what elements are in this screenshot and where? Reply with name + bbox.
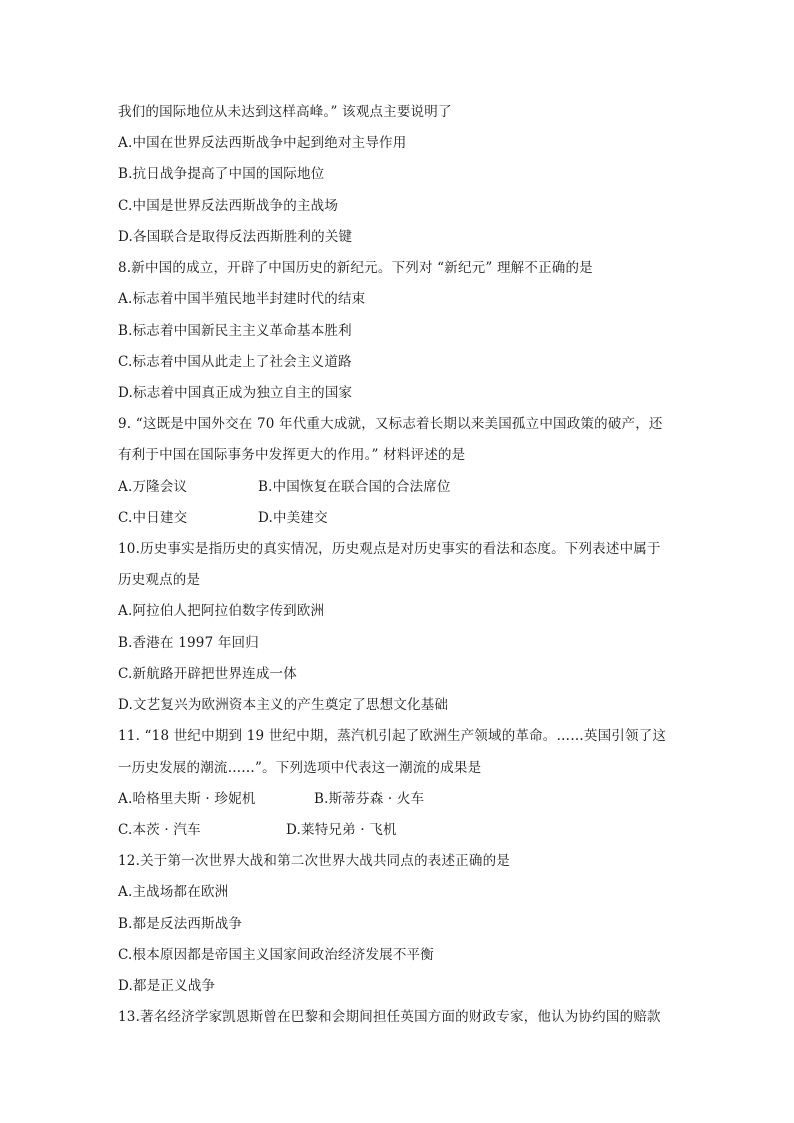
q10-option-b: B.香港在 1997 年回归 <box>118 635 259 651</box>
q8-option-b: B.标志着中国新民主主义革命基本胜利 <box>118 323 352 339</box>
q12-stem: 12.关于第一次世界大战和第二次世界大战共同点的表述正确的是 <box>118 853 510 869</box>
q8-option-c: C.标志着中国从此走上了社会主义道路 <box>118 354 352 370</box>
q12-option-a: A.主战场都在欧洲 <box>118 884 229 900</box>
q11-option-a: A.哈格里夫斯 · 珍妮机 <box>118 791 256 807</box>
q8-stem: 8.新中国的成立，开辟了中国历史的新纪元。下列对 “新纪元” 理解不正确的是 <box>118 260 593 276</box>
q7-option-b: B.抗日战争提高了中国的国际地位 <box>118 166 325 182</box>
q7-stem-continuation: 我们的国际地位从未达到这样高峰。” 该观点主要说明了 <box>118 104 452 120</box>
q9-option-d: D.中美建交 <box>258 510 328 526</box>
q10-stem-line1: 10.历史事实是指历史的真实情况，历史观点是对历史事实的看法和态度。下列表述中属于 <box>118 541 661 557</box>
q12-option-c: C.根本原因都是帝国主义国家间政治经济发展不平衡 <box>118 947 434 963</box>
q7-option-a: A.中国在世界反法西斯战争中起到绝对主导作用 <box>118 135 407 151</box>
q13-stem-line1: 13.著名经济学家凯恩斯曾在巴黎和会期间担任英国方面的财政专家，他认为协约国的赔款 <box>118 1009 661 1025</box>
q9-option-a: A.万隆会议 <box>118 479 188 495</box>
q12-option-b: B.都是反法西斯战争 <box>118 916 243 932</box>
q11-stem-line2: 一历史发展的潮流……”。下列选项中代表这一潮流的成果是 <box>118 760 482 776</box>
q10-option-c: C.新航路开辟把世界连成一体 <box>118 666 297 682</box>
q11-option-c: C.本茨 · 汽车 <box>118 822 201 838</box>
q10-option-a: A.阿拉伯人把阿拉伯数字传到欧洲 <box>118 603 325 619</box>
q9-stem-line2: 有利于中国在国际事务中发挥更大的作用。” 材料评述的是 <box>118 447 466 463</box>
q9-stem-line1: 9. “这既是中国外交在 70 年代重大成就，又标志着长期以来美国孤立中国政策的破产，还 <box>118 416 663 432</box>
q8-option-a: A.标志着中国半殖民地半封建时代的结束 <box>118 291 366 307</box>
q11-option-b: B.斯蒂芬森 · 火车 <box>314 791 425 807</box>
q10-option-d: D.文艺复兴为欧洲资本主义的产生奠定了思想文化基础 <box>118 697 449 713</box>
q9-option-c: C.中日建交 <box>118 510 188 526</box>
q12-option-d: D.都是正义战争 <box>118 978 216 994</box>
q8-option-d: D.标志着中国真正成为独立自主的国家 <box>118 385 353 401</box>
q7-option-c: C.中国是世界反法西斯战争的主战场 <box>118 198 339 214</box>
q9-option-b: B.中国恢复在联合国的合法席位 <box>258 479 451 495</box>
q11-stem-line1: 11. “18 世纪中期到 19 世纪中期，蒸汽机引起了欧洲生产领域的革命。……英国引领了这 <box>118 728 667 744</box>
q11-option-d: D.莱特兄弟 · 飞机 <box>286 822 397 838</box>
q10-stem-line2: 历史观点的是 <box>118 572 201 588</box>
q7-option-d: D.各国联合是取得反法西斯胜利的关键 <box>118 229 353 245</box>
